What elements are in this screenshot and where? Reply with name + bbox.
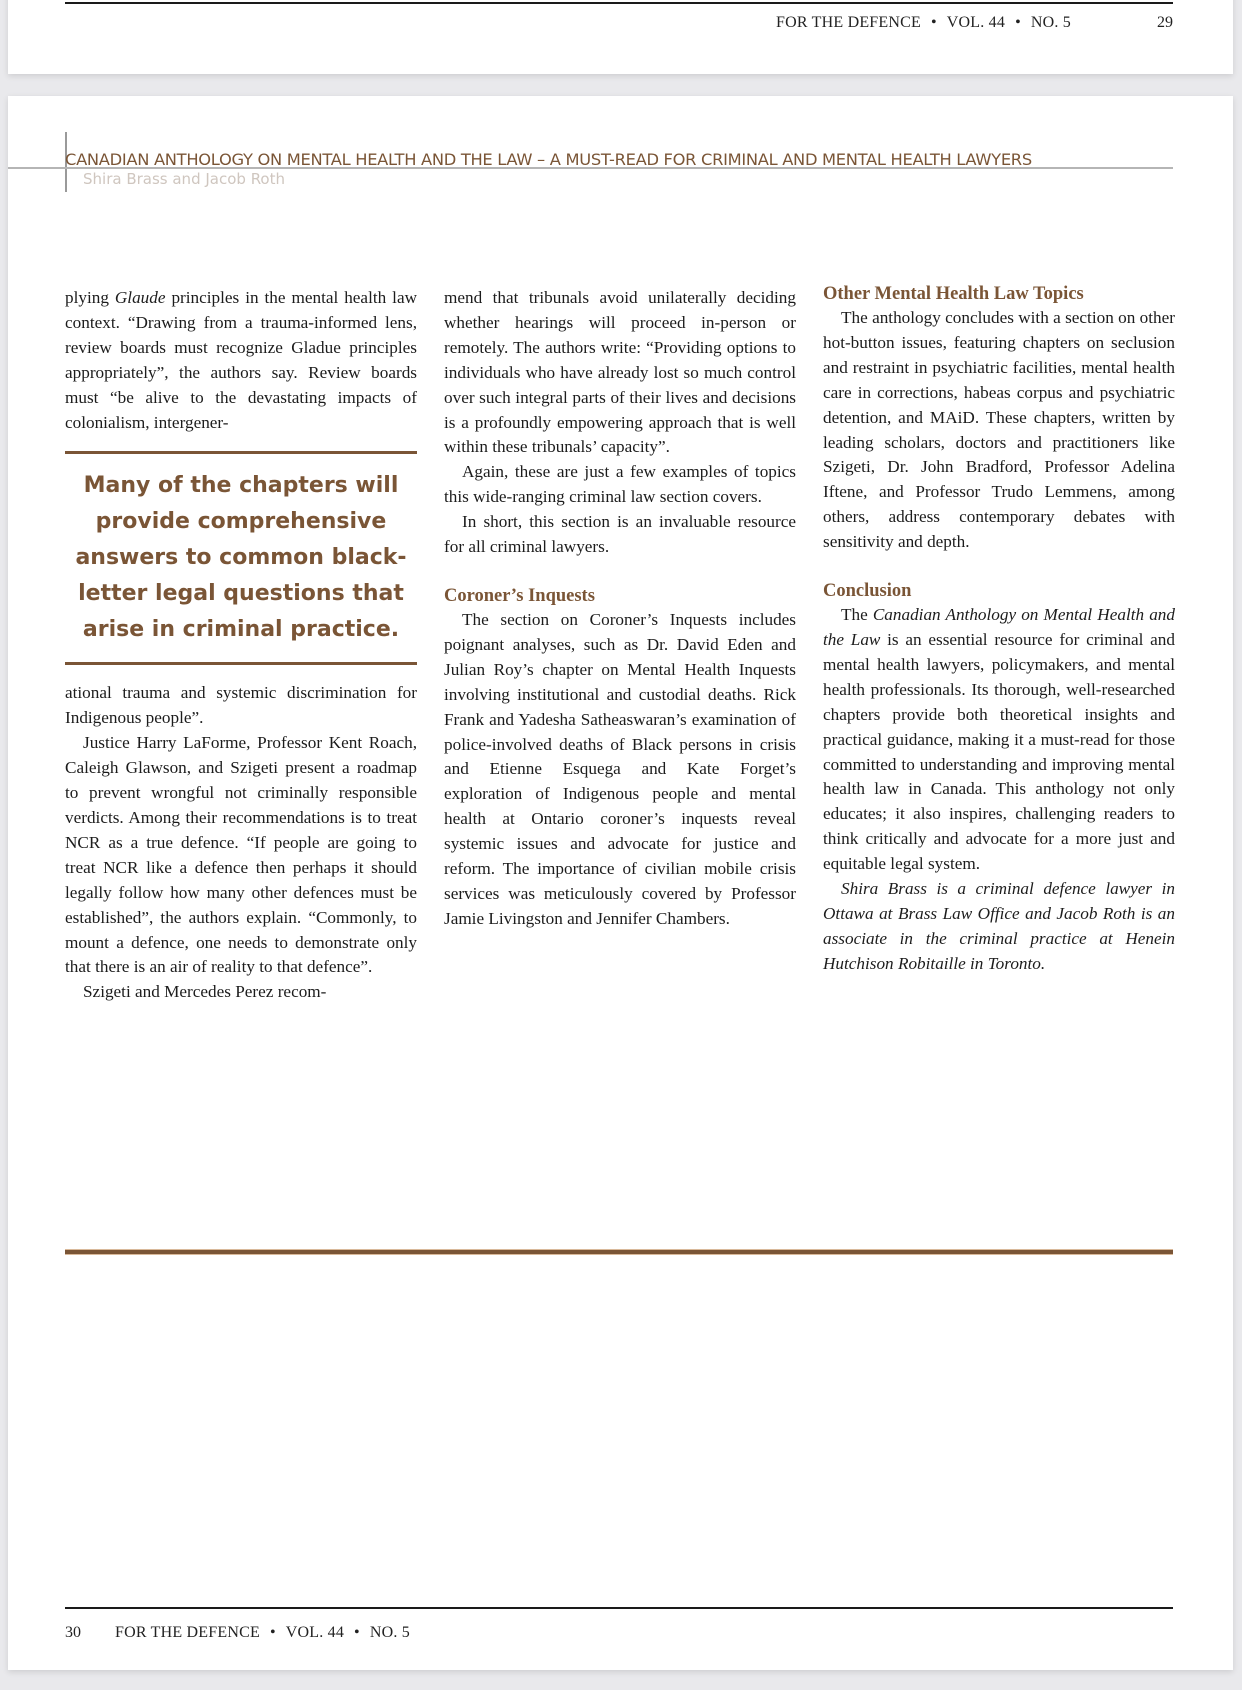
paragraph: The anthology concludes with a section on other hot-button issues, featuring chapters on seclusion and restraint in psychiatric facilities, mental health care in corrections, habeas corpus and psychiatric detention, and MAiD. These chapters, written by leading scholars, doctors and practitioners like Szigeti, Dr. John Bradford, Professor Adelina Iftene, and Professor Trudo Lemmens, among others, address contemporary debates with sensitivity and depth. (823, 308, 1175, 552)
page-30 (8, 96, 1233, 1670)
article-title: CANADIAN ANTHOLOGY ON MENTAL HEALTH AND THE LAW – A MUST-READ FOR CRIMINAL AND MENTAL HEALTH LAWYERS (65, 150, 1032, 169)
article-end-rule (65, 1250, 1173, 1254)
paragraph: mend that tribunals avoid unilaterally deciding whether hearings will proceed in-person or remotely. The authors write: “Providing options to individuals who have already lost so much control over such integral parts of their lives and decisions is a profoundly empowering approach that is well within these tribunals’ capacity”. (444, 288, 796, 457)
issue-number: NO. 5 (1030, 14, 1071, 31)
paragraph: plying Glaude principles in the mental health law context. “Drawing from a trauma-informed lens, review boards must recognize Gladue principles appropriately”, the authors say. Review boards must “be alive to the devastating impacts of colonialism, intergener- (65, 288, 417, 432)
paragraph: Justice Harry LaForme, Professor Kent Roach, Caleigh Glawson, and Szigeti present a roadmap to prevent wrongful not criminally responsible verdicts. Among their recommendations is to treat NCR as a true defence. “If people are going to treat NCR like a defence then perhaps it should legally follow how many other defences must be established”, the authors explain. “Commonly, to mount a defence, one needs to demonstrate only that there is an air of reality to that defence”. (65, 733, 417, 977)
page-29 (8, 0, 1233, 74)
paragraph: The section on Coroner’s Inquests includes poignant analyses, such as Dr. David Eden and Julian Roy’s chapter on Mental Health Inquests involving institutional and custodial deaths. Rick Frank and Yadesha Satheaswaran’s examination of police-involved deaths of Black persons in crisis and Etienne Esquega and Kate Forget’s exploration of Indigenous people and mental health at Ontario coroner’s inquests reveal systemic issues and advocate for justice and reform. The importance of civilian mobile crisis services was meticulously covered by Professor Jamie Livingston and Jennifer Chambers. (444, 609, 796, 928)
footer-rule (65, 1607, 1173, 1609)
paragraph: In short, this section is an invaluable resource for all criminal lawyers. (444, 512, 796, 557)
publication-name: FOR THE DEFENCE (115, 1624, 260, 1641)
separator-dot: • (354, 1624, 360, 1641)
page-number: 29 (1157, 14, 1173, 31)
separator-dot: • (269, 1624, 276, 1641)
section-heading-coroners-inquests: Coroner’s Inquests (444, 585, 595, 606)
paragraph: Again, these are just a few examples of topics this wide-ranging criminal law section covers. (444, 462, 796, 507)
pull-quote: Many of the chapters will provide comprehensive answers to common black-letter legal questions that arise in criminal practice. (65, 451, 417, 665)
publication-name: FOR THE DEFENCE (776, 14, 921, 31)
book-title: Canadian Anthology on Mental Health and the Law (823, 605, 1175, 649)
separator-dot: • (1015, 14, 1021, 31)
volume: VOL. 44 (946, 14, 1006, 31)
separator-dot: • (930, 14, 937, 31)
paragraph: ational trauma and systemic discrimination for Indigenous people”. (65, 683, 417, 728)
footer-rule (65, 2, 1173, 4)
section-heading-other-topics: Other Mental Health Law Topics (823, 284, 1084, 304)
article-column-2 (444, 286, 796, 932)
issue-number: NO. 5 (369, 1624, 410, 1641)
section-heading-conclusion: Conclusion (823, 581, 912, 602)
volume: VOL. 44 (285, 1624, 345, 1641)
article-column-1 (65, 286, 417, 1005)
paragraph: Szigeti and Mercedes Perez recom- (83, 982, 327, 1002)
running-foot (115, 1624, 410, 1642)
article-byline: Shira Brass and Jacob Roth (83, 170, 286, 188)
author-bio: Shira Brass is a criminal defence lawyer in Ottawa at Brass Law Office and Jacob Roth is an associate in the criminal practice at Henein Hutchison Robitaille in Toronto. (823, 879, 1175, 973)
page-number: 30 (65, 1624, 81, 1641)
case-name: Glaude (114, 288, 166, 307)
article-column-3 (823, 282, 1175, 977)
running-head (776, 14, 1071, 32)
paragraph: The Canadian Anthology on Mental Health and the Law is an essential resource for criminal and mental health lawyers, policymakers, and mental health professionals. Its thorough, well-researched chapters provide both theoretical insights and practical guidance, making it a must-read for those committed to understanding and improving mental health law in Canada. This anthology not only educates; it also inspires, challenging readers to think critically and advocate for a more just and equitable legal system. (823, 605, 1175, 874)
